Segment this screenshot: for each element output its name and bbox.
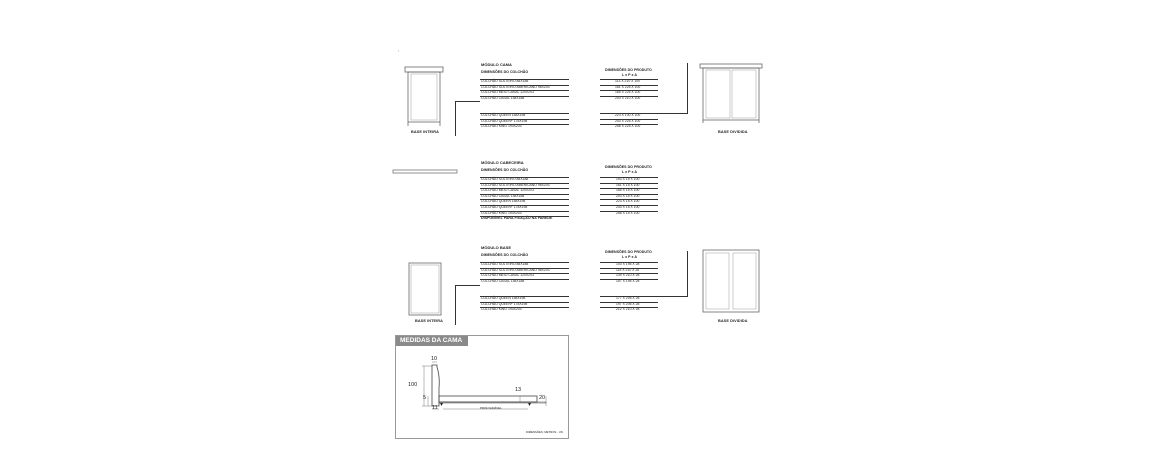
dim-13: 13 bbox=[515, 387, 522, 393]
list-item: COLCHÃO QUEEN+ 178X198 bbox=[481, 119, 528, 123]
row-rule bbox=[600, 177, 658, 178]
dims-value: 153 X 15 X 100 bbox=[616, 177, 640, 181]
connector-right-h bbox=[658, 113, 688, 114]
dims-value: 185 X 225 X 100 bbox=[615, 90, 641, 94]
row-rule bbox=[600, 199, 658, 200]
dims-value: 258 X 225 X 100 bbox=[615, 124, 641, 128]
cabeceira-note: DISPONÍVEL PARA FIXAÇÃO NA PAREDE bbox=[481, 216, 553, 220]
dims-value: 157 X 195 X 28 bbox=[616, 279, 640, 283]
dims-value: 161 X 225 X 100 bbox=[615, 85, 641, 89]
row-rule bbox=[600, 85, 658, 86]
cama-dims-title: DIMENSÕES DO PRODUTO bbox=[605, 68, 652, 72]
list-item: COLCHÃO MEIO CASAL 120X203 bbox=[481, 90, 534, 94]
row-rule bbox=[480, 96, 569, 97]
label-base-dividida: BASE DIVIDIDA bbox=[718, 130, 748, 134]
row-rule bbox=[480, 296, 569, 297]
dims-value: 223 X 100 X 100 bbox=[615, 113, 641, 117]
base-dims-title: DIMENSÕES DO PRODUTO bbox=[605, 250, 652, 254]
list-item: COLCHÃO KING 193X203 bbox=[481, 124, 522, 128]
list-item: COLCHÃO SOLTEIRO AMERICANO 96X203 bbox=[481, 183, 550, 187]
cabeceira-dims-sub: L x P x A bbox=[622, 170, 637, 174]
dims-value: 161 X 15 X 100 bbox=[616, 183, 640, 187]
row-rule bbox=[480, 268, 569, 269]
row-rule bbox=[600, 183, 658, 184]
dims-value: 139 X 210 X 28 bbox=[616, 273, 640, 277]
medidas-panel bbox=[395, 335, 569, 439]
row-rule bbox=[600, 119, 658, 120]
dims-value: 197 X 205 X 28 bbox=[616, 302, 640, 306]
row-rule bbox=[480, 85, 569, 86]
dims-value: 103 X 195 X 28 bbox=[616, 262, 640, 266]
row-rule bbox=[600, 302, 658, 303]
list-item: COLCHÃO QUEEN 158X198 bbox=[481, 199, 526, 203]
row-rule bbox=[480, 211, 569, 212]
cama-dims-sub: L x P x A bbox=[622, 73, 637, 77]
row-rule bbox=[600, 307, 658, 308]
list-item: COLCHÃO QUEEN+ 178X198 bbox=[481, 205, 528, 209]
list-item: COLCHÃO KING 193X203 bbox=[481, 211, 522, 215]
list-item: COLCHÃO MEIO CASAL 120X203 bbox=[481, 273, 534, 277]
connector-left-2 bbox=[455, 285, 456, 325]
cabeceira-dims-title: DIMENSÕES DO PRODUTO bbox=[605, 165, 652, 169]
list-item: COLCHÃO KING 193X203 bbox=[481, 307, 522, 311]
row-rule bbox=[600, 79, 658, 80]
dims-value: 185 X 15 X 100 bbox=[616, 188, 640, 192]
dims-value: 223 X 15 X 100 bbox=[616, 199, 640, 203]
row-rule bbox=[600, 194, 658, 195]
dims-value: 203 X 15 X 100 bbox=[616, 194, 640, 198]
row-rule bbox=[480, 183, 569, 184]
row-rule bbox=[480, 177, 569, 178]
label-base-inteira: BASE INTEIRA bbox=[411, 130, 439, 134]
list-item: COLCHÃO SOLTEIRO 88X188 bbox=[481, 177, 529, 181]
row-rule bbox=[480, 262, 569, 263]
medidas-title: MEDIDAS DA CAMA bbox=[400, 337, 463, 344]
base-inteira-drawing bbox=[408, 262, 442, 318]
cama-subtitle: DIMENSÕES DO COLCHÃO bbox=[481, 70, 529, 74]
dims-value: 115 X 210 X 28 bbox=[616, 268, 640, 272]
label-base-inteira-2: BASE INTEIRA bbox=[415, 319, 443, 323]
list-item: COLCHÃO SOLTEIRO AMERICANO 96X203 bbox=[481, 85, 550, 89]
dim-5: 5 bbox=[423, 395, 427, 401]
row-rule bbox=[480, 302, 569, 303]
dim-100: 100 bbox=[408, 382, 418, 388]
list-item: COLCHÃO CASAL 138X188 bbox=[481, 194, 525, 198]
dims-value: 243 X 15 X 100 bbox=[616, 205, 640, 209]
row-rule bbox=[600, 296, 658, 297]
cabeceira-title: MÓDULO CABECEIRA bbox=[481, 160, 524, 165]
list-item: COLCHÃO QUEEN+ 178X198 bbox=[481, 302, 528, 306]
headboard-drawing bbox=[392, 169, 458, 175]
connector-right-2 bbox=[687, 251, 688, 296]
medidas-title-bar bbox=[396, 336, 468, 346]
row-rule bbox=[600, 113, 658, 114]
base-subtitle: DIMENSÕES DO COLCHÃO bbox=[481, 253, 529, 257]
connector-right bbox=[687, 63, 688, 113]
row-rule bbox=[480, 273, 569, 274]
row-rule bbox=[480, 188, 569, 189]
row-rule bbox=[480, 113, 569, 114]
list-item: COLCHÃO CASAL 138X188 bbox=[481, 96, 525, 100]
row-rule bbox=[600, 262, 658, 263]
bed-inteira-drawing bbox=[404, 66, 444, 128]
row-rule bbox=[600, 273, 658, 274]
dim-20: 20 bbox=[539, 395, 546, 401]
list-item: COLCHÃO QUEEN 158X198 bbox=[481, 296, 526, 300]
dims-value: 212 X 210 X 28 bbox=[616, 307, 640, 311]
base-title: MÓDULO BASE bbox=[481, 245, 511, 250]
row-rule bbox=[600, 96, 658, 97]
stray-mark: , bbox=[398, 47, 400, 53]
dim-prof: PROF.VARIÁVEL bbox=[480, 406, 502, 410]
dim-10: 10 bbox=[431, 356, 438, 362]
cabeceira-subtitle: DIMENSÕES DO COLCHÃO bbox=[481, 168, 529, 172]
row-rule bbox=[480, 205, 569, 206]
list-item: COLCHÃO SOLTEIRO 88X188 bbox=[481, 262, 529, 266]
list-item: COLCHÃO SOLTEIRO 88X188 bbox=[481, 79, 529, 83]
row-rule bbox=[600, 268, 658, 269]
row-rule bbox=[600, 124, 658, 125]
row-rule bbox=[480, 124, 569, 125]
label-base-dividida-2: BASE DIVIDIDA bbox=[718, 319, 748, 323]
base-dims-sub: L x P x A bbox=[622, 255, 637, 259]
row-rule bbox=[480, 90, 569, 91]
row-rule bbox=[480, 119, 569, 120]
cama-title: MÓDULO CAMA bbox=[481, 62, 512, 67]
row-rule bbox=[480, 279, 569, 280]
dims-value: 113 X 210 X 100 bbox=[615, 79, 641, 83]
row-rule bbox=[480, 194, 569, 195]
medidas-footer: DIMENSÕES: METROS - UN bbox=[526, 430, 563, 434]
row-rule bbox=[600, 211, 658, 212]
row-rule bbox=[480, 79, 569, 80]
row-rule bbox=[480, 216, 569, 217]
row-rule bbox=[480, 307, 569, 308]
bed-dividida-drawing bbox=[699, 63, 763, 125]
base-dividida-drawing bbox=[702, 249, 760, 315]
row-rule bbox=[600, 205, 658, 206]
row-rule bbox=[600, 90, 658, 91]
dims-value: 203 X 210 X 100 bbox=[615, 96, 641, 100]
row-rule bbox=[600, 188, 658, 189]
list-item: COLCHÃO CASAL 138X188 bbox=[481, 279, 525, 283]
dims-value: 243 X 225 X 100 bbox=[615, 119, 641, 123]
connector-mid-2 bbox=[455, 285, 480, 286]
list-item: COLCHÃO SOLTEIRO AMERICANO 96X203 bbox=[481, 268, 550, 272]
connector-mid bbox=[455, 101, 480, 102]
bed-side-profile bbox=[396, 336, 568, 438]
dims-value: 258 X 15 X 100 bbox=[616, 211, 640, 215]
connector-left bbox=[455, 101, 456, 136]
list-item: COLCHÃO QUEEN 158X198 bbox=[481, 113, 526, 117]
connector-right-h-2 bbox=[658, 296, 688, 297]
dims-value: 177 X 205 X 28 bbox=[616, 296, 640, 300]
list-item: COLCHÃO MEIO CASAL 120X203 bbox=[481, 188, 534, 192]
row-rule bbox=[480, 199, 569, 200]
dim-11: 11 bbox=[432, 405, 438, 411]
row-rule bbox=[600, 279, 658, 280]
